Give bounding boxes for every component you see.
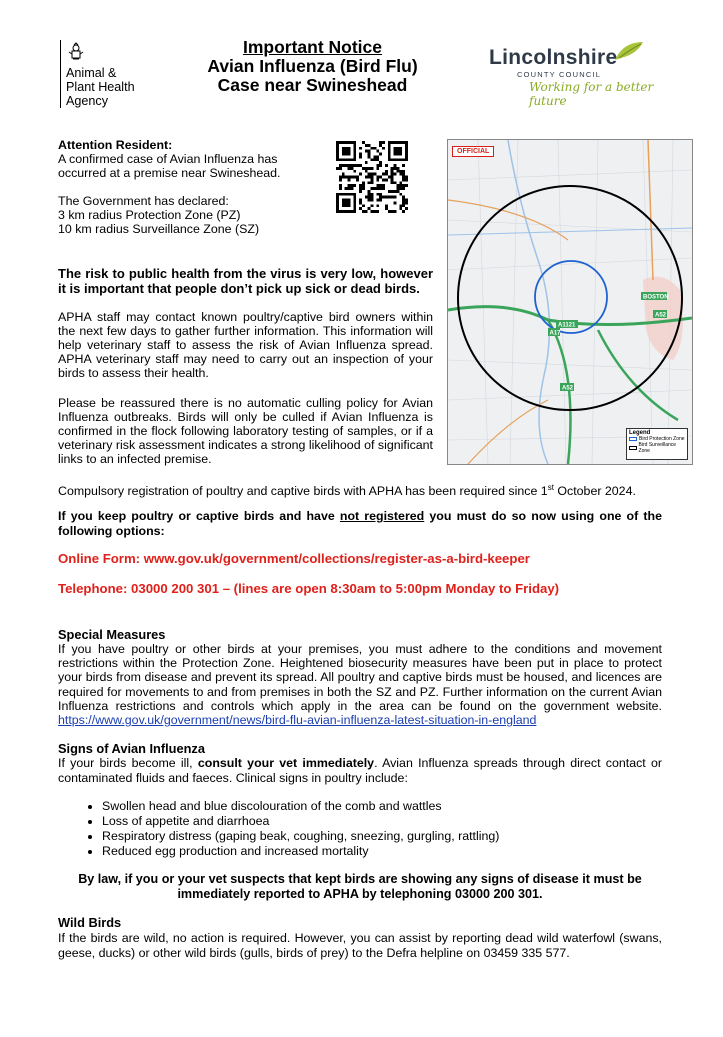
qr-module [371, 199, 374, 202]
qr-module [402, 210, 405, 213]
qr-module [379, 153, 382, 156]
qr-module [348, 178, 351, 181]
qr-module [394, 190, 397, 193]
telephone-line: Telephone: 03000 200 301 – (lines are open 8:30am to 5:00pm Monday to Friday) [58, 581, 560, 596]
qr-module [368, 153, 371, 156]
qr-module [368, 155, 371, 158]
council-tagline: Working for a better future [529, 80, 654, 108]
qr-module [399, 193, 402, 196]
qr-module [391, 170, 394, 173]
qr-module [339, 187, 342, 190]
qr-module [379, 184, 382, 187]
qr-module [371, 196, 374, 199]
qr-module [371, 178, 374, 181]
qr-module [342, 176, 345, 179]
risk-statement: The risk to public health from the virus is very low, however it is important that people don’t pick up sick or dead birds. [58, 266, 433, 296]
qr-module [379, 144, 382, 147]
attention-heading: Attention Resident: [58, 138, 173, 152]
qr-module [402, 164, 405, 167]
qr-module [405, 176, 408, 179]
qr-module [373, 155, 376, 158]
qr-module [371, 176, 374, 179]
qr-module [376, 176, 379, 179]
qr-module [373, 147, 376, 150]
lincolnshire-logo [485, 40, 655, 108]
qr-module [391, 181, 394, 184]
qr-module [365, 196, 368, 199]
qr-module [350, 184, 353, 187]
qr-module [396, 170, 399, 173]
signs-text: If your birds become ill, [58, 756, 198, 770]
qr-module [391, 178, 394, 181]
legal-requirement [58, 872, 662, 902]
qr-module [353, 176, 356, 179]
qr-module [382, 184, 385, 187]
qr-code[interactable] [336, 141, 408, 213]
qr-module [362, 210, 365, 213]
leaf-icon [613, 40, 645, 62]
keep-text-end: you must do so now using one of the following options: [58, 509, 662, 538]
svg-text:A1121: A1121 [558, 322, 576, 329]
qr-module [399, 204, 402, 207]
legend-label-pz: Bird Protection Zone [639, 436, 685, 442]
special-measures-text: If you have poultry or other birds at your premises, you must adhere to the conditions and movement restrictions within the Protection Zone. Heightened biosecurity measures have been put in place to protect your birds from disease and prevent its spread. All poultry and captive birds must be housed, and licences are required for movements to and from premises in both the SZ and PZ. Further information on the current Avian Influenza restrictions and controls which apply in the area can be found on the government website. [58, 642, 662, 713]
qr-module [391, 167, 394, 170]
qr-module [368, 193, 371, 196]
qr-module [385, 173, 388, 176]
qr-module [394, 210, 397, 213]
qr-module [362, 204, 365, 207]
signs-heading: Signs of Avian Influenza [58, 741, 205, 756]
map-canvas [448, 140, 692, 464]
qr-module [385, 164, 388, 167]
qr-module [382, 141, 385, 144]
qr-module [385, 207, 388, 210]
qr-module [399, 173, 402, 176]
legend-title: Legend [629, 430, 651, 436]
signs-intro [58, 756, 662, 785]
qr-module [402, 199, 405, 202]
zone-map [447, 139, 693, 465]
qr-module [339, 167, 342, 170]
compulsory-text: Compulsory registration of poultry and captive birds with APHA has been required since 1 [58, 484, 548, 499]
svg-text:A52: A52 [562, 385, 574, 392]
qr-module [362, 167, 365, 170]
clinical-signs-list [58, 799, 702, 859]
qr-finder [342, 147, 351, 156]
qr-module [394, 196, 397, 199]
qr-module [359, 147, 362, 150]
qr-module [382, 147, 385, 150]
qr-module [373, 158, 376, 161]
qr-module [382, 173, 385, 176]
official-stamp: OFFICIAL [452, 146, 494, 157]
qr-finder [394, 147, 403, 156]
qr-module [348, 184, 351, 187]
qr-module [405, 201, 408, 204]
qr-module [379, 176, 382, 179]
qr-module [396, 190, 399, 193]
keep-text: If you keep poultry or captive birds and have [58, 509, 340, 523]
list-item: • Respiratory distress (gaping beak, coughing, sneezing, gurgling, rattling) [102, 829, 702, 844]
keep-poultry-instruction [58, 509, 662, 539]
qr-module [382, 187, 385, 190]
qr-module [379, 193, 382, 196]
apha-contact-paragraph: APHA staff may contact known poultry/captive bird owners within the next few days to gather further information. This information will help veterinary staff to assess the risk of Avian Influenza spread. APHA veterinary staff may need to carry out an inspection of your birds to assess their health. [58, 310, 433, 380]
qr-module [391, 176, 394, 179]
wild-birds-heading: Wild Birds [58, 915, 122, 930]
qr-module [396, 187, 399, 190]
qr-module [371, 193, 374, 196]
qr-module [339, 164, 342, 167]
qr-module [365, 170, 368, 173]
agency-line: Agency [66, 94, 109, 108]
qr-module [391, 196, 394, 199]
qr-module [376, 150, 379, 153]
qr-module [359, 184, 362, 187]
council-sub: COUNTY COUNCIL [517, 70, 602, 79]
qr-module [402, 196, 405, 199]
qr-module [368, 167, 371, 170]
qr-module [359, 153, 362, 156]
qr-module [379, 187, 382, 190]
qr-module [376, 158, 379, 161]
qr-module [348, 176, 351, 179]
qr-module [394, 167, 397, 170]
qr-module [394, 201, 397, 204]
qr-module [359, 187, 362, 190]
qr-module [376, 199, 379, 202]
qr-module [394, 181, 397, 184]
qr-module [362, 184, 365, 187]
qr-module [365, 167, 368, 170]
qr-module [394, 164, 397, 167]
qr-module [402, 176, 405, 179]
qr-module [399, 207, 402, 210]
royal-crest-icon [66, 42, 86, 62]
qr-module [376, 204, 379, 207]
qr-module [371, 147, 374, 150]
legend-label-sz: Bird Surveillance Zone [638, 442, 677, 454]
qr-module [394, 173, 397, 176]
intro-block [58, 138, 328, 236]
gov-uk-link[interactable]: https://www.gov.uk/government/news/bird-flu-avian-influenza-latest-situation-in-england [58, 713, 537, 728]
qr-module [379, 199, 382, 202]
not-registered-text: not registered [339, 509, 425, 523]
qr-module [376, 155, 379, 158]
qr-module [368, 196, 371, 199]
agency-name [66, 66, 135, 108]
qr-module [388, 176, 391, 179]
qr-module [345, 164, 348, 167]
qr-module [371, 173, 374, 176]
qr-module [405, 178, 408, 181]
qr-module [376, 164, 379, 167]
qr-module [391, 190, 394, 193]
qr-module [359, 201, 362, 204]
qr-module [336, 167, 339, 170]
compulsory-registration [58, 481, 668, 498]
ordinal-suffix: st [547, 483, 554, 492]
title-important-notice: Important Notice [242, 37, 383, 57]
surveillance-zone-line: 10 km radius Surveillance Zone (SZ) [58, 222, 260, 236]
qr-module [359, 164, 362, 167]
qr-module [388, 190, 391, 193]
qr-module [376, 193, 379, 196]
qr-module [385, 196, 388, 199]
qr-module [402, 184, 405, 187]
svg-text:A17: A17 [549, 330, 561, 337]
apha-logo [60, 40, 160, 110]
qr-module [342, 173, 345, 176]
qr-module [379, 161, 382, 164]
qr-module [345, 187, 348, 190]
qr-module [353, 164, 356, 167]
qr-module [376, 187, 379, 190]
qr-module [388, 210, 391, 213]
qr-module [399, 181, 402, 184]
title-avian-influenza: Avian Influenza (Bird Flu) [207, 56, 418, 76]
qr-module [368, 181, 371, 184]
qr-module [368, 144, 371, 147]
council-name: Lincolnshire [489, 46, 618, 69]
qr-module [359, 173, 362, 176]
qr-module [402, 187, 405, 190]
qr-module [365, 176, 368, 179]
qr-finder [342, 199, 351, 208]
qr-module [362, 187, 365, 190]
legend-row-sz [629, 442, 685, 454]
qr-module [405, 207, 408, 210]
qr-module [368, 190, 371, 193]
signs-text-end: . Avian Influenza spreads through direct contact or contaminated fluids and faeces. Clinical signs in poultry include: [58, 756, 662, 785]
qr-module [348, 164, 351, 167]
qr-module [385, 170, 388, 173]
intro-line: occurred at a premise near Swineshead. [58, 166, 281, 180]
consult-vet-text: consult your vet immediately [197, 756, 375, 770]
qr-module [379, 141, 382, 144]
notice-title [170, 38, 455, 95]
protection-zone-line: 3 km radius Protection Zone (PZ) [58, 208, 241, 222]
qr-module [399, 184, 402, 187]
list-item: • Reduced egg production and increased mortality [102, 844, 702, 859]
declared-line: The Government has declared: [58, 194, 229, 208]
intro-line: A confirmed case of Avian Influenza has [58, 152, 278, 166]
qr-module [402, 201, 405, 204]
qr-module [345, 176, 348, 179]
law-line: By law, if you or your vet suspects that kept birds are showing any signs of disease it must be [78, 872, 642, 886]
law-line: immediately reported to APHA by telephoning 03000 200 301. [177, 887, 543, 901]
qr-module [365, 210, 368, 213]
qr-module [350, 187, 353, 190]
qr-module [371, 181, 374, 184]
qr-module [402, 178, 405, 181]
special-measures-body [58, 642, 662, 727]
online-form-link[interactable]: Online Form: www.gov.uk/government/collections/register-as-a-bird-keeper [58, 551, 530, 566]
qr-module [348, 167, 351, 170]
qr-module [339, 176, 342, 179]
qr-module [339, 184, 342, 187]
qr-module [376, 167, 379, 170]
qr-module [373, 187, 376, 190]
title-case-location: Case near Swineshead [217, 75, 408, 95]
qr-module [382, 178, 385, 181]
compulsory-date: October 2024. [553, 484, 636, 499]
qr-module [362, 141, 365, 144]
agency-line: Plant Health [66, 80, 135, 94]
qr-module [373, 173, 376, 176]
qr-module [405, 199, 408, 202]
list-item: • Swollen head and blue discolouration of the comb and wattles [102, 799, 702, 814]
qr-module [373, 210, 376, 213]
qr-module [368, 199, 371, 202]
qr-module [356, 176, 359, 179]
logo-divider [60, 40, 61, 108]
qr-module [368, 173, 371, 176]
svg-text:BOSTON: BOSTON [643, 294, 669, 301]
qr-module [359, 199, 362, 202]
qr-module [371, 204, 374, 207]
special-measures-heading: Special Measures [58, 627, 166, 642]
map-legend [626, 428, 688, 460]
qr-module [388, 196, 391, 199]
qr-module [391, 173, 394, 176]
qr-module [402, 173, 405, 176]
qr-module [350, 167, 353, 170]
qr-module [396, 184, 399, 187]
svg-text:A52: A52 [655, 312, 667, 319]
qr-module [365, 150, 368, 153]
qr-module [371, 187, 374, 190]
qr-module [339, 178, 342, 181]
qr-module [376, 184, 379, 187]
qr-module [385, 178, 388, 181]
qr-module [385, 204, 388, 207]
qr-module [391, 210, 394, 213]
qr-module [379, 196, 382, 199]
qr-module [359, 190, 362, 193]
qr-module [348, 187, 351, 190]
culling-paragraph: Please be reassured there is no automatic culling policy for Avian Influenza outbreaks. Birds will only be culled if Avian Influenza is confirmed in the flock following laboratory testing of samples, or if a veterinary risk assessment indicates a strong likelihood of significant links to an infected premise. [58, 396, 433, 466]
qr-module [350, 164, 353, 167]
qr-module [353, 184, 356, 187]
qr-module [368, 207, 371, 210]
qr-module [371, 158, 374, 161]
qr-module [399, 170, 402, 173]
qr-module [379, 164, 382, 167]
qr-module [382, 196, 385, 199]
qr-module [359, 207, 362, 210]
qr-module [368, 150, 371, 153]
qr-module [396, 167, 399, 170]
qr-module [356, 164, 359, 167]
wild-birds-text: If the birds are wild, no action is required. However, you can assist by reporting dead wild waterfowl (swans, geese, ducks) or other wild birds (gulls, birds of prey) to the Defra helpline on 03459 335 577. [58, 931, 662, 960]
legend-swatch-pz [629, 437, 637, 441]
qr-module [365, 144, 368, 147]
qr-module [368, 176, 371, 179]
qr-module [405, 184, 408, 187]
qr-module [356, 178, 359, 181]
legend-swatch-sz [629, 446, 637, 450]
qr-module [399, 187, 402, 190]
qr-module [350, 176, 353, 179]
qr-module [365, 161, 368, 164]
qr-module [376, 178, 379, 181]
qr-module [362, 181, 365, 184]
list-item: • Loss of appetite and diarrhoea [102, 814, 702, 829]
qr-module [342, 164, 345, 167]
qr-module [402, 170, 405, 173]
agency-line: Animal & [66, 66, 117, 80]
qr-module [376, 210, 379, 213]
qr-module [353, 170, 356, 173]
qr-module [371, 167, 374, 170]
qr-module [402, 204, 405, 207]
qr-module [359, 155, 362, 158]
qr-module [371, 210, 374, 213]
